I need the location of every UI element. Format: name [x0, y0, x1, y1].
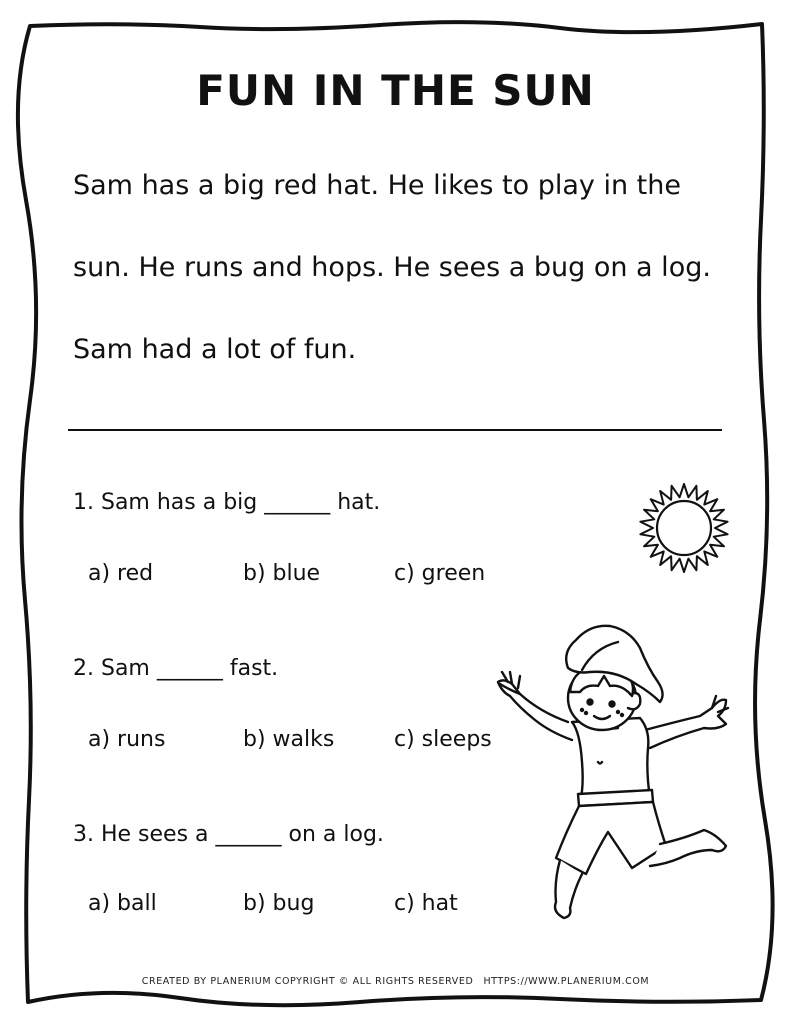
question-3-option-b[interactable]: b) bug	[243, 891, 315, 916]
footer-url[interactable]: HTTPS://WWW.PLANERIUM.COM	[483, 976, 650, 987]
question-1-option-b[interactable]: b) blue	[243, 561, 321, 586]
story-line-2: sun. He runs and hops. He sees a bug on a log.	[73, 252, 711, 283]
sun-icon	[632, 478, 736, 578]
question-2: 2. Sam ______ fast.	[73, 656, 279, 681]
question-2-option-b[interactable]: b) walks	[243, 727, 335, 752]
story-line-1: Sam has a big red hat. He likes to play in the	[73, 170, 681, 201]
question-2-option-c[interactable]: c) sleeps	[394, 727, 492, 752]
footer	[0, 976, 791, 987]
question-3-option-a[interactable]: a) ball	[88, 891, 157, 916]
section-divider	[68, 429, 722, 431]
question-3: 3. He sees a ______ on a log.	[73, 822, 384, 847]
question-1: 1. Sam has a big ______ hat.	[73, 490, 381, 515]
question-2-option-a[interactable]: a) runs	[88, 727, 166, 752]
story-line-3: Sam had a lot of fun.	[73, 334, 357, 365]
footer-credit: CREATED BY PLANERIUM COPYRIGHT © ALL RIGHTS RESERVED	[141, 976, 474, 987]
question-3-option-c[interactable]: c) hat	[394, 891, 458, 916]
page-title: FUN IN THE SUN	[196, 66, 595, 115]
question-1-option-c[interactable]: c) green	[394, 561, 486, 586]
question-1-option-a[interactable]: a) red	[88, 561, 154, 586]
jumping-boy-illustration	[490, 612, 735, 924]
